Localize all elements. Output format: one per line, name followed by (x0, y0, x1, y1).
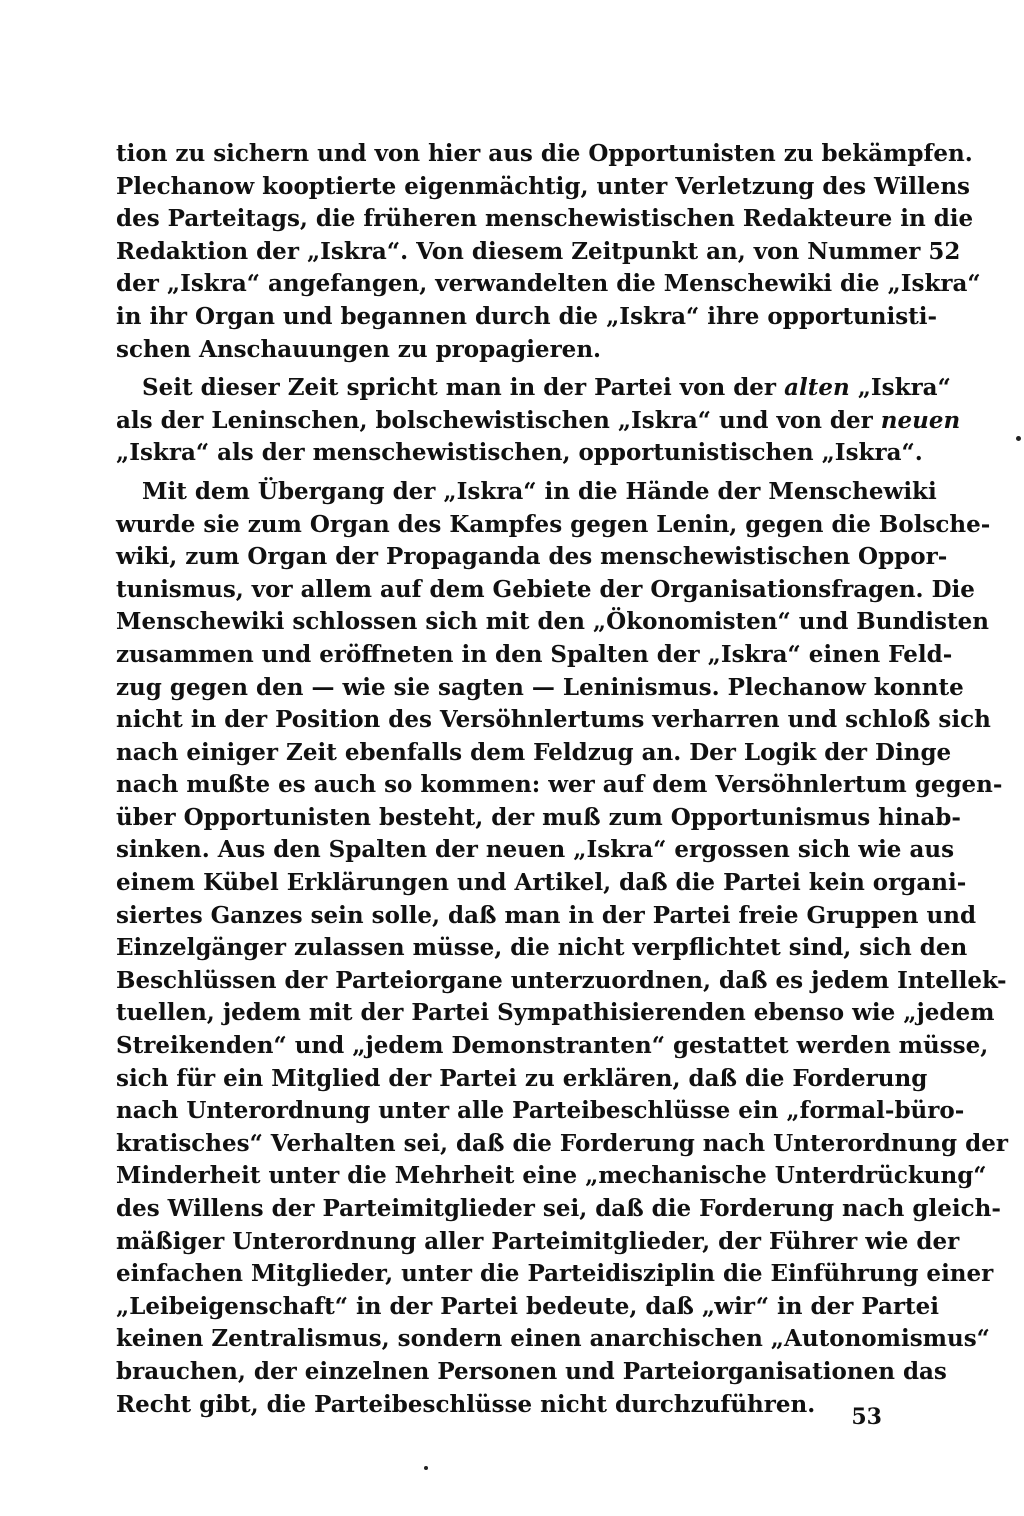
page-number: 53 (851, 1404, 882, 1430)
text-line: kratisches“ Verhalten sei, daß die Forderung nach Unterordnung der (116, 1129, 1008, 1157)
text-line: einfachen Mitglieder, unter die Parteidisziplin die Einführung einer (116, 1260, 994, 1288)
paragraph (116, 476, 1008, 1421)
text-line: über Opportunisten besteht, der muß zum Opportunismus hinab- (116, 803, 961, 831)
text-line: wiki, zum Organ der Propaganda des menschewistischen Oppor- (116, 543, 948, 571)
text-line: sich für ein Mitglied der Partei zu erklären, daß die Forderung (116, 1064, 928, 1092)
text-line: mäßiger Unterordnung aller Parteimitglieder, der Führer wie der (116, 1227, 960, 1255)
text-line: Seit dieser Zeit spricht man in der Partei von der alten „Iskra“ (142, 374, 951, 402)
text-line: „Iskra“ als der menschewistischen, opportunistischen „Iskra“. (116, 439, 923, 467)
text-line: Mit dem Übergang der „Iskra“ in die Hände der Menschewiki (142, 477, 937, 505)
margin-speck (1016, 436, 1021, 441)
margin-speck (424, 1466, 428, 1470)
text-line: Einzelgänger zulassen müsse, die nicht verpflichtet sind, sich den (116, 934, 968, 962)
text-line: Menschewiki schlossen sich mit den „Ökonomisten“ und Bundisten (116, 608, 989, 636)
text-line: schen Anschauungen zu propagieren. (116, 335, 602, 363)
text-line: zug gegen den — wie sie sagten — Leninismus. Plechanow konnte (116, 673, 964, 701)
text-line: siertes Ganzes sein solle, daß man in der Partei freie Gruppen und (116, 901, 977, 929)
text-line: des Willens der Parteimitglieder sei, daß die Forderung nach gleich- (116, 1195, 1001, 1222)
text-line: zusammen und eröffneten in den Spalten der „Iskra“ einen Feld- (116, 640, 953, 668)
paragraph (116, 372, 961, 470)
text-line: als der Leninschen, bolschewistischen „Iskra“ und von der neuen (116, 406, 961, 434)
text-line: tuellen, jedem mit der Partei Sympathisierenden ebenso wie „jedem (116, 999, 995, 1027)
text-line: nicht in der Position des Versöhnlertums verharren und schloß sich (116, 706, 991, 734)
text-line: Streikenden“ und „jedem Demonstranten“ gestattet werden müsse, (116, 1032, 989, 1060)
text-line: Redaktion der „Iskra“. Von diesem Zeitpunkt an, von Nummer 52 (116, 237, 961, 265)
body-text (116, 138, 1008, 1427)
text-line: des Parteitags, die früheren menschewistischen Redakteure in die (116, 205, 974, 233)
text-line: einem Kübel Erklärungen und Artikel, daß die Partei kein organi- (116, 869, 967, 897)
text-line: Recht gibt, die Parteibeschlüsse nicht durchzuführen. (116, 1390, 816, 1418)
text-line: nach Unterordnung unter alle Parteibeschlüsse ein „formal-büro- (116, 1097, 965, 1125)
text-line: der „Iskra“ angefangen, verwandelten die Menschewiki die „Iskra“ (116, 270, 981, 298)
text-line: sinken. Aus den Spalten der neuen „Iskra“ ergossen sich wie aus (116, 836, 955, 864)
paragraph (116, 138, 981, 366)
text-line: Plechanow kooptierte eigenmächtig, unter Verletzung des Willens (116, 172, 970, 200)
text-line: „Leibeigenschaft“ in der Partei bedeute, daß „wir“ in der Partei (116, 1292, 940, 1320)
text-line: brauchen, der einzelnen Personen und Parteiorganisationen das (116, 1357, 947, 1385)
text-line: nach mußte es auch so kommen: wer auf dem Versöhnlertum gegen- (116, 771, 1003, 799)
text-line: keinen Zentralismus, sondern einen anarchischen „Autonomismus“ (116, 1325, 990, 1353)
text-line: Minderheit unter die Mehrheit eine „mechanische Unterdrückung“ (116, 1162, 987, 1190)
text-line: nach einiger Zeit ebenfalls dem Feldzug an. Der Logik der Dinge (116, 738, 952, 766)
text-line: tion zu sichern und von hier aus die Opportunisten zu bekämpfen. (116, 140, 973, 167)
text-line: in ihr Organ und begannen durch die „Iskra“ ihre opportunisti- (116, 302, 938, 330)
text-line: tunismus, vor allem auf dem Gebiete der Organisationsfragen. Die (116, 575, 975, 603)
text-line: wurde sie zum Organ des Kampfes gegen Lenin, gegen die Bolsche- (116, 510, 991, 538)
text-line: Beschlüssen der Parteiorgane unterzuordnen, daß es jedem Intellek- (116, 966, 1007, 994)
